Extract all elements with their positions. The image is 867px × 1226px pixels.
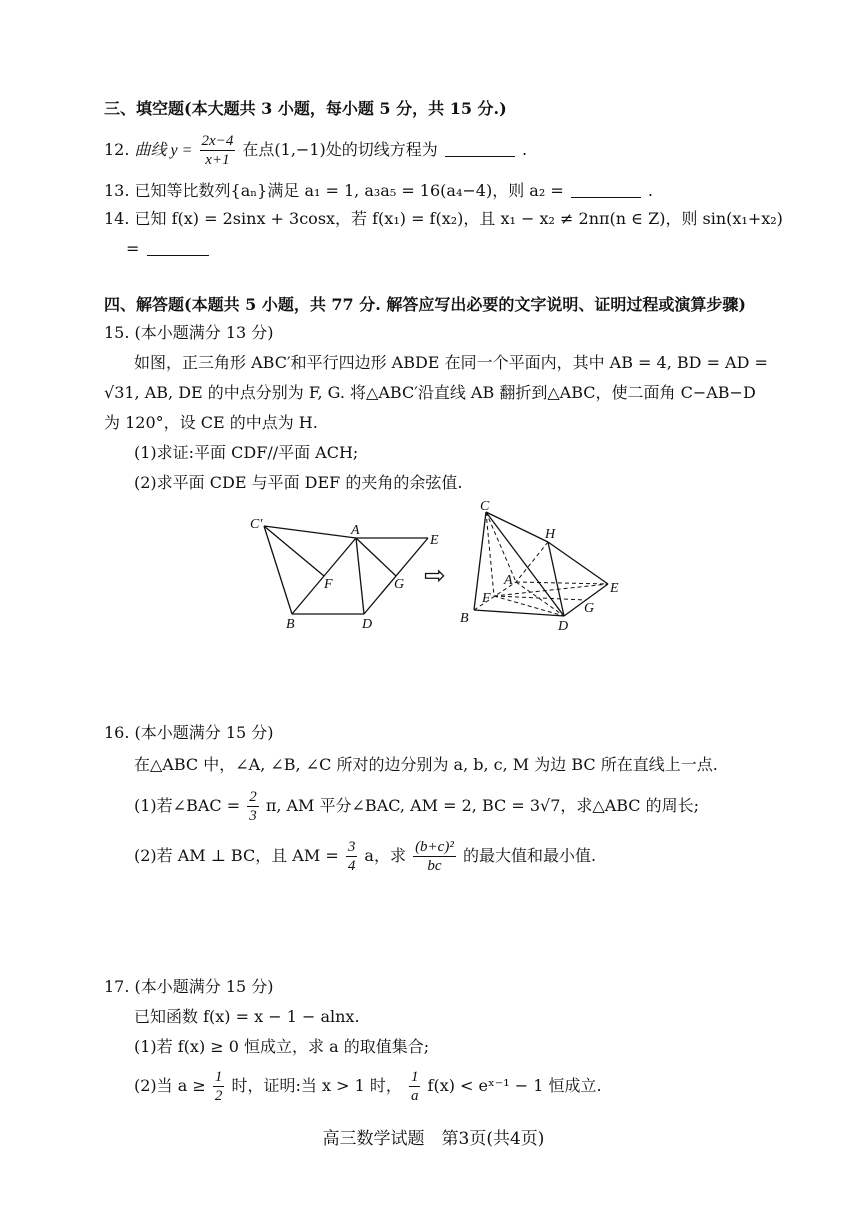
q16-part2-fraction2	[413, 838, 456, 875]
q16-part1-frac-num: 2	[249, 789, 257, 805]
q16-para1: 在△ABC 中，∠A, ∠B, ∠C 所对的边分别为 a, b, c, M 为边 BC 所在直线上一点.	[134, 755, 718, 774]
section3-heading: 三、填空题(本大题共 3 小题，每小题 5 分，共 15 分.)	[104, 99, 507, 118]
question-14-cont	[126, 238, 867, 260]
q12-end: .	[521, 140, 528, 159]
fig-right-label-H: H	[545, 527, 556, 542]
q16-part2	[134, 836, 867, 876]
fig-left-label-E: E	[430, 533, 439, 548]
q13-answer-blank[interactable]	[571, 181, 641, 198]
q13-end: .	[647, 181, 654, 200]
q17-part2-frac-num: 1	[214, 1069, 223, 1085]
fig-left-label-F: F	[324, 577, 333, 592]
q15-part2: (2)求平面 CDE 与平面 DEF 的夹角的余弦值.	[134, 473, 463, 492]
fig-left-label-B: B	[286, 617, 295, 632]
q17-part2	[134, 1066, 867, 1106]
fig-left-label-A: A	[351, 523, 360, 538]
q12-frac-den: x+1	[205, 152, 230, 168]
fig-right-label-A: A	[504, 573, 513, 588]
q16-part1-fraction	[247, 788, 259, 825]
q16-part2-frac2-den: bc	[427, 858, 442, 874]
q15-part1: (1)求证:平面 CDF//平面 ACH;	[134, 443, 359, 462]
question-13	[104, 180, 867, 202]
q17-para1: 已知函数 f(x) = x − 1 − alnx.	[134, 1007, 360, 1026]
q12-prefix: 曲线 y =	[134, 142, 193, 159]
q17-part2-fraction2	[409, 1068, 421, 1105]
q16-part1	[134, 786, 867, 826]
fig-right-label-F: F	[482, 591, 491, 606]
fig-left-label-D: D	[362, 617, 373, 632]
q12-fraction	[200, 132, 236, 169]
q16-part2-frac-den: 4	[347, 858, 356, 874]
q15-para2: √31, AB, DE 的中点分别为 F, G. 将△ABC′沿直线 AB 翻折到△ABC，使二面角 C−AB−D	[104, 383, 756, 402]
fig-right-label-C: C	[480, 499, 490, 514]
section4-heading: 四、解答题(本题共 5 小题，共 77 分. 解答应写出必要的文字说明、证明过程或演算步骤)	[104, 295, 746, 314]
question-12	[104, 130, 867, 171]
fig-left-label-G: G	[394, 577, 405, 592]
q12-answer-blank[interactable]	[445, 140, 515, 157]
figure-left-planar	[264, 526, 428, 614]
q16-part2-fraction	[346, 838, 358, 875]
q15-figure	[240, 498, 640, 638]
q17-part2-fraction	[213, 1068, 225, 1105]
q12-suffix: 在点(1,−1)处的切线方程为	[242, 140, 438, 159]
q12-number: 12.	[104, 140, 130, 159]
q14-cont: =	[126, 239, 140, 258]
fig-right-label-B: B	[460, 611, 469, 626]
q17-part2-frac-den: 2	[214, 1088, 223, 1104]
q16-title: 16. (本小题满分 15 分)	[104, 723, 274, 742]
q14-answer-blank[interactable]	[147, 239, 209, 256]
q17-part2-frac2-num: 1	[410, 1069, 419, 1085]
q17-title: 17. (本小题满分 15 分)	[104, 977, 274, 996]
q12-frac-num: 2x−4	[201, 133, 234, 149]
q16-part1-frac-den: 3	[249, 808, 257, 824]
q13-text: 13. 已知等比数列{aₙ}满足 a₁ = 1, a₃a₅ = 16(a₄−4)，则 a₂ =	[104, 181, 564, 200]
q15-para1: 如图，正三角形 ABC′和平行四边形 ABDE 在同一个平面内，其中 AB = 4, BD = AD =	[134, 353, 768, 372]
q17-part2-frac2-den: a	[410, 1088, 419, 1104]
fig-right-label-G: G	[584, 601, 595, 616]
fig-left-label-C: C′	[250, 517, 263, 532]
fold-arrow-icon: ⇨	[424, 561, 446, 590]
q15-para3: 为 120°，设 CE 的中点为 H.	[104, 413, 318, 432]
q16-part2-b: a，求	[364, 846, 406, 865]
fig-right-label-D: D	[558, 619, 569, 634]
q17-part2-c: f(x) < eˣ⁻¹ − 1 恒成立.	[427, 1076, 602, 1095]
q16-part2-frac-num: 3	[347, 839, 356, 855]
q16-part2-a: (2)若 AM ⊥ BC，且 AM =	[134, 846, 339, 865]
q17-part1: (1)若 f(x) ≥ 0 恒成立，求 a 的取值集合;	[134, 1037, 430, 1056]
q16-part2-c: 的最大值和最小值.	[462, 846, 597, 865]
question-14	[104, 208, 867, 230]
q15-title: 15. (本小题满分 13 分)	[104, 323, 274, 342]
q16-part2-frac2-num: (b+c)²	[415, 839, 454, 855]
q14-text: 14. 已知 f(x) = 2sinx + 3cosx，若 f(x₁) = f(x₂)，且 x₁ − x₂ ≠ 2nπ(n ∈ Z)，则 sin(x₁+x₂)	[104, 209, 783, 228]
q16-part1-b: π, AM 平分∠BAC, AM = 2, BC = 3√7，求△ABC 的周长;	[265, 796, 700, 815]
q16-part1-a: (1)若∠BAC =	[134, 796, 241, 815]
fig-right-label-E: E	[610, 581, 619, 596]
page-footer: 高三数学试题 第3页(共4页)	[322, 1129, 545, 1149]
q17-part2-b: 时，证明:当 x > 1 时，	[231, 1076, 402, 1095]
q17-part2-a: (2)当 a ≥	[134, 1076, 206, 1095]
